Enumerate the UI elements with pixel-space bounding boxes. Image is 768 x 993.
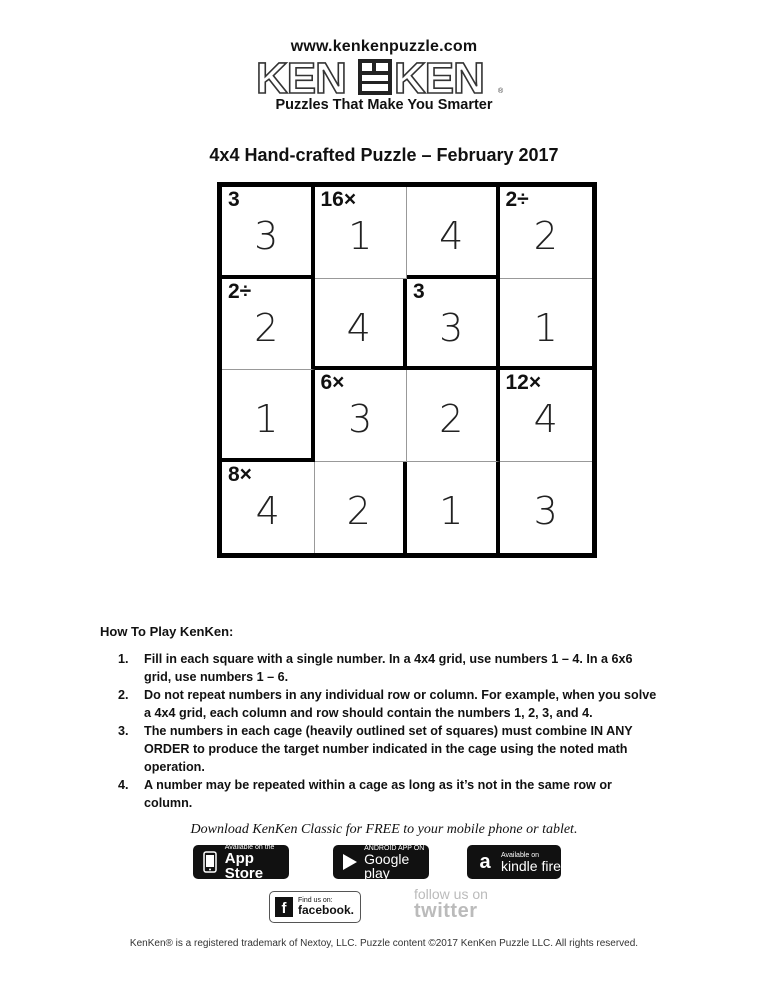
grid-cell[interactable] (407, 279, 500, 371)
rule-text: Do not repeat numbers in any individual row or column. For example, when you solve a 4x4 grid, each column and row should contain the numbers 1, 2, 3, and 4. (144, 688, 657, 720)
twitter-label: twitter (414, 900, 478, 922)
cell-answer: 1 (533, 305, 558, 350)
grid-cell[interactable] (500, 370, 593, 462)
cage-clue: 2÷ (228, 279, 252, 303)
grid-cell[interactable] (222, 462, 315, 554)
rule-number: 4. (118, 778, 129, 792)
grid-cell[interactable] (222, 370, 315, 462)
cell-answer: 1 (254, 397, 279, 441)
rule-text: The numbers in each cage (heavily outlined set of squares) must combine IN ANY ORDER to produce the target number indicated in the cage using the noted math operation. (144, 724, 633, 774)
cell-answer: 3 (533, 488, 558, 533)
grid-cell[interactable] (315, 462, 408, 554)
kindle-label: kindle fire (501, 857, 561, 874)
grid-cell[interactable] (407, 187, 500, 279)
facebook-small-label: Find us on: (298, 897, 333, 905)
phone-icon (200, 850, 220, 874)
google-play-small-label: ANDROID APP ON (364, 844, 425, 852)
google-play-label: Google play (364, 850, 410, 881)
grid-cell[interactable] (315, 370, 408, 462)
cell-answer: 4 (439, 214, 464, 258)
cell-answer: 2 (346, 488, 371, 533)
app-store-small-label: Available on the (224, 843, 275, 851)
grid-cell[interactable] (407, 462, 500, 554)
cell-answer: 3 (439, 305, 464, 350)
grid-cell[interactable] (222, 279, 315, 371)
footer-text: KenKen® is a registered trademark of Nextoy, LLC. Puzzle content ©2017 KenKen Puzzle LLC. All rights reserved. (129, 938, 639, 949)
cage-clue: 12× (505, 371, 542, 394)
facebook-icon: f (275, 897, 293, 917)
kindle-small-label: Available on (501, 851, 540, 859)
svg-text:KEN: KEN (394, 55, 484, 99)
cage-clue: 8× (228, 462, 252, 486)
cell-answer: 4 (346, 305, 371, 350)
cage-clue: 6× (320, 371, 345, 394)
google-play-badge[interactable] (333, 845, 429, 879)
svg-text:®: ® (498, 88, 504, 95)
twitter-link[interactable] (414, 887, 488, 921)
grid-cell[interactable] (315, 187, 408, 279)
cell-answer: 1 (348, 214, 373, 258)
play-icon (340, 850, 359, 874)
cell-answer: 4 (533, 397, 558, 441)
rule-item (118, 686, 658, 722)
twitter-small-label: follow us on (414, 886, 488, 902)
cell-answer: 3 (254, 214, 279, 258)
rule-number: 2. (118, 688, 129, 702)
download-text: Download KenKen Classic for FREE to your mobile phone or tablet. (190, 822, 578, 837)
rule-text: Fill in each square with a single number. In a 4x4 grid, use numbers 1 – 4. In a 6x6 grid, use numbers 1 – 6. (144, 652, 633, 684)
app-store-label: App Store (224, 849, 264, 882)
cell-answer: 2 (439, 397, 464, 441)
rule-item (118, 776, 658, 812)
cage-clue: 2÷ (505, 188, 529, 211)
cell-answer: 2 (533, 214, 558, 258)
grid-cell[interactable] (315, 279, 408, 371)
cell-answer: 1 (439, 488, 464, 533)
cell-answer: 3 (348, 397, 373, 441)
cage-clue: 16× (320, 188, 357, 211)
grid-cell[interactable] (500, 279, 593, 371)
kenken-logo (254, 55, 514, 99)
rule-item (118, 650, 658, 686)
amazon-icon: a (479, 850, 491, 873)
kenken-grid (217, 182, 597, 558)
rule-number: 3. (118, 724, 129, 738)
app-store-badge[interactable] (193, 843, 289, 882)
facebook-label: facebook. (298, 903, 355, 918)
how-to-play-heading: How To Play KenKen: (100, 624, 234, 639)
rule-text: A number may be repeated within a cage as long as it’s not in the same row or column. (144, 778, 612, 810)
site-url[interactable]: www.kenkenpuzzle.com (290, 38, 478, 55)
tagline: Puzzles That Make You Smarter (275, 97, 493, 113)
rule-item (118, 722, 658, 776)
kindle-fire-badge[interactable] (467, 845, 561, 879)
cell-answer: 2 (254, 305, 279, 350)
grid-cell[interactable] (500, 187, 593, 279)
grid-cell[interactable] (500, 462, 593, 554)
cage-clue: 3 (413, 279, 425, 303)
rule-number: 1. (118, 652, 129, 666)
facebook-badge[interactable] (269, 891, 361, 923)
cage-clue: 3 (228, 188, 240, 211)
cell-answer: 4 (255, 488, 280, 533)
rules-list (118, 650, 658, 812)
svg-text:KEN: KEN (256, 55, 346, 99)
grid-cell[interactable] (222, 187, 315, 279)
grid-cell[interactable] (407, 370, 500, 462)
puzzle-title: 4x4 Hand-crafted Puzzle – February 2017 (209, 145, 559, 165)
